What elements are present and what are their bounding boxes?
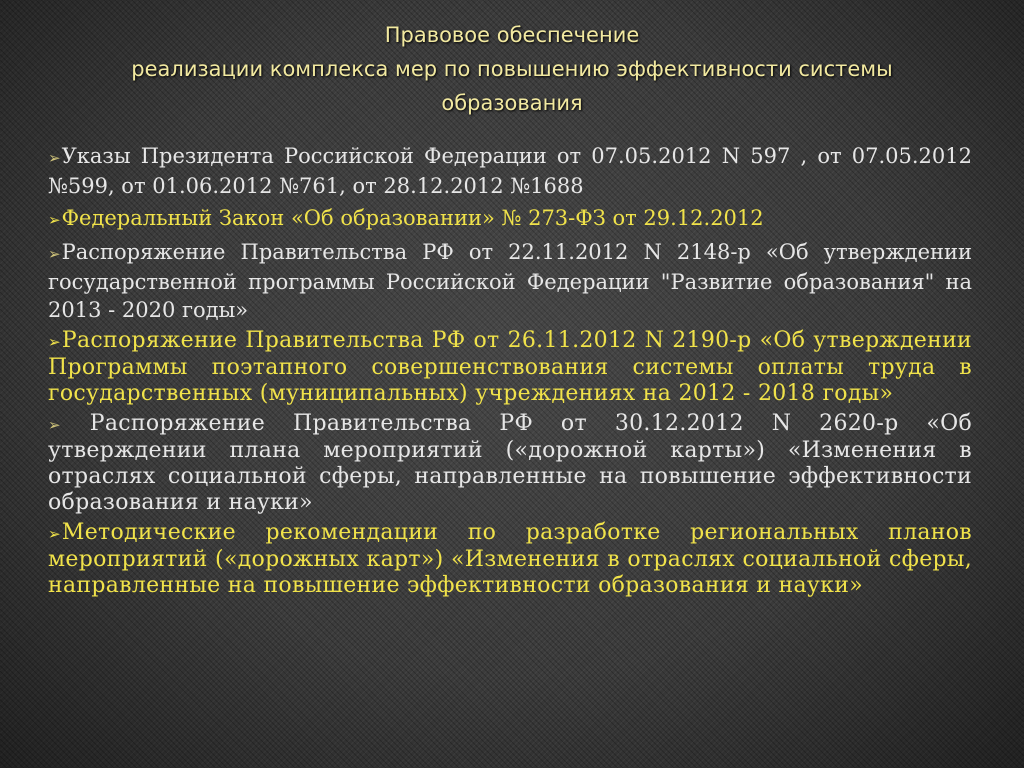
- list-item-text: Указы Президента Российской Федерации от 07.05.2012 N 597 , от 07.05.2012 №599, от 01.06.2012 №761, от 28.12.2012 №1688: [48, 144, 972, 198]
- list-item-methodical-recommendations: [48, 520, 972, 599]
- slide-title: [60, 18, 964, 120]
- title-line-3: образования: [441, 91, 583, 115]
- title-line-2: реализации комплекса мер по повышению эффективности системы: [131, 57, 893, 81]
- arrow-bullet-icon: ➢: [48, 333, 61, 351]
- arrow-bullet-icon: ➢: [48, 245, 61, 263]
- list-item-decrees: [48, 142, 972, 200]
- list-item-text: Распоряжение Правительства РФ от 30.12.2012 N 2620-р «Об утверждении плана мероприятий («дорожной карты») «Изменения в отраслях социальной сферы, направленные на повышение эффективности образования и науки»: [48, 411, 972, 515]
- bullet-list: [48, 142, 972, 603]
- list-item-order-2190: [48, 328, 972, 407]
- list-item-order-2620: [48, 411, 972, 516]
- list-item-text: Распоряжение Правительства РФ от 26.11.2012 N 2190-р «Об утверждении Программы поэтапного совершенствования системы оплаты труда в государственных (муниципальных) учреждениях на 2012 - 2018 годы»: [48, 328, 972, 406]
- arrow-bullet-icon: ➢: [48, 149, 61, 167]
- list-item-order-2148: [48, 238, 972, 324]
- list-item-federal-law: [48, 204, 972, 234]
- list-item-text: Федеральный Закон «Об образовании» № 273-ФЗ от 29.12.2012: [61, 206, 764, 230]
- arrow-bullet-icon: ➢: [48, 525, 61, 543]
- arrow-bullet-icon: ➢: [48, 416, 61, 434]
- arrow-bullet-icon: ➢: [48, 211, 61, 229]
- title-line-1: Правовое обеспечение: [384, 23, 640, 47]
- list-item-text: Методические рекомендации по разработке региональных планов мероприятий («дорожных карт») «Изменения в отраслях социальной сферы, направленные на повышение эффективности образования и науки»: [48, 520, 972, 598]
- list-item-text: Распоряжение Правительства РФ от 22.11.2012 N 2148-р «Об утверждении государственной программы Российской Федерации "Развитие образования" на 2013 - 2020 годы»: [48, 240, 972, 322]
